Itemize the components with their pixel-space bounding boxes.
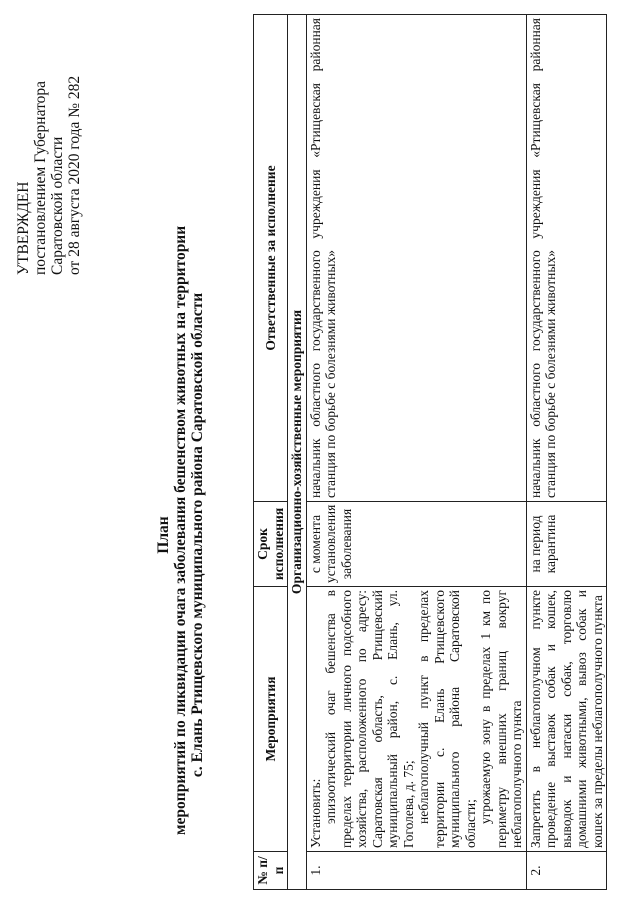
approval-line-4: от 28 августа 2020 года № 282 — [66, 75, 83, 275]
approval-stamp — [15, 15, 83, 275]
header-responsible: Ответственные за исполнение — [254, 15, 288, 502]
title-line-1: мероприятий по ликвидации очага заболевания бешенством животных на территории — [172, 225, 189, 835]
measure-paragraph: неблагополучный пункт в пределах территории с. Елань Ртищевского муниципального района Саратовской области; — [416, 590, 478, 848]
approval-line-3: Саратовской области — [49, 136, 66, 275]
row-num: 2. — [526, 852, 607, 890]
row-term: на период карантина — [526, 502, 607, 587]
row-measure: Запретить в неблагополучном пункте проведение выставок собак и кошек, выводок и натаски собак, торговлю домашними животными, вывоз собак и кошек за пределы неблагополучного пункта — [526, 587, 607, 852]
section-row — [288, 15, 307, 890]
title-heading: План — [155, 516, 172, 554]
header-term: Срок исполнения — [254, 502, 288, 587]
header-num: № п/п — [254, 852, 288, 890]
plan-table — [253, 14, 607, 890]
title-line-2: с. Елань Ртищевского муниципального района Саратовской области — [189, 292, 206, 778]
row-measure — [306, 587, 526, 852]
row-responsible: начальник областного государственного учреждения «Ртищевская районная станция по борьбе с болезнями животных» — [306, 15, 526, 502]
table-header-row — [254, 15, 288, 890]
measure-paragraph: угрожаемую зону в пределах 1 км по периметру внешних границ вокруг неблагополучного пункта — [478, 590, 524, 848]
row-term: с момента установления заболевания — [306, 502, 526, 587]
approval-line-1: УТВЕРЖДЕН — [15, 181, 32, 275]
row-num: 1. — [306, 852, 526, 890]
measure-paragraph: эпизоотический очаг бешенства в пределах территории личного подсобного хозяйства, расположенного по адресу: Саратовская область, Ртищевский муниципальный район, с. Елань, ул. Гоголева, д. 75; — [323, 590, 416, 848]
approval-line-2: постановлением Губернатора — [32, 80, 49, 275]
measure-intro: Установить: — [307, 778, 323, 848]
table-row — [306, 15, 526, 890]
document-title — [155, 225, 206, 835]
table-row — [526, 15, 607, 890]
section-title: Организационно-хозяйственные мероприятия — [288, 15, 307, 890]
document-page — [10, 10, 630, 895]
header-measures: Мероприятия — [254, 587, 288, 852]
row-responsible: начальник областного государственного учреждения «Ртищевская районная станция по борьбе с болезнями животных» — [526, 15, 607, 502]
